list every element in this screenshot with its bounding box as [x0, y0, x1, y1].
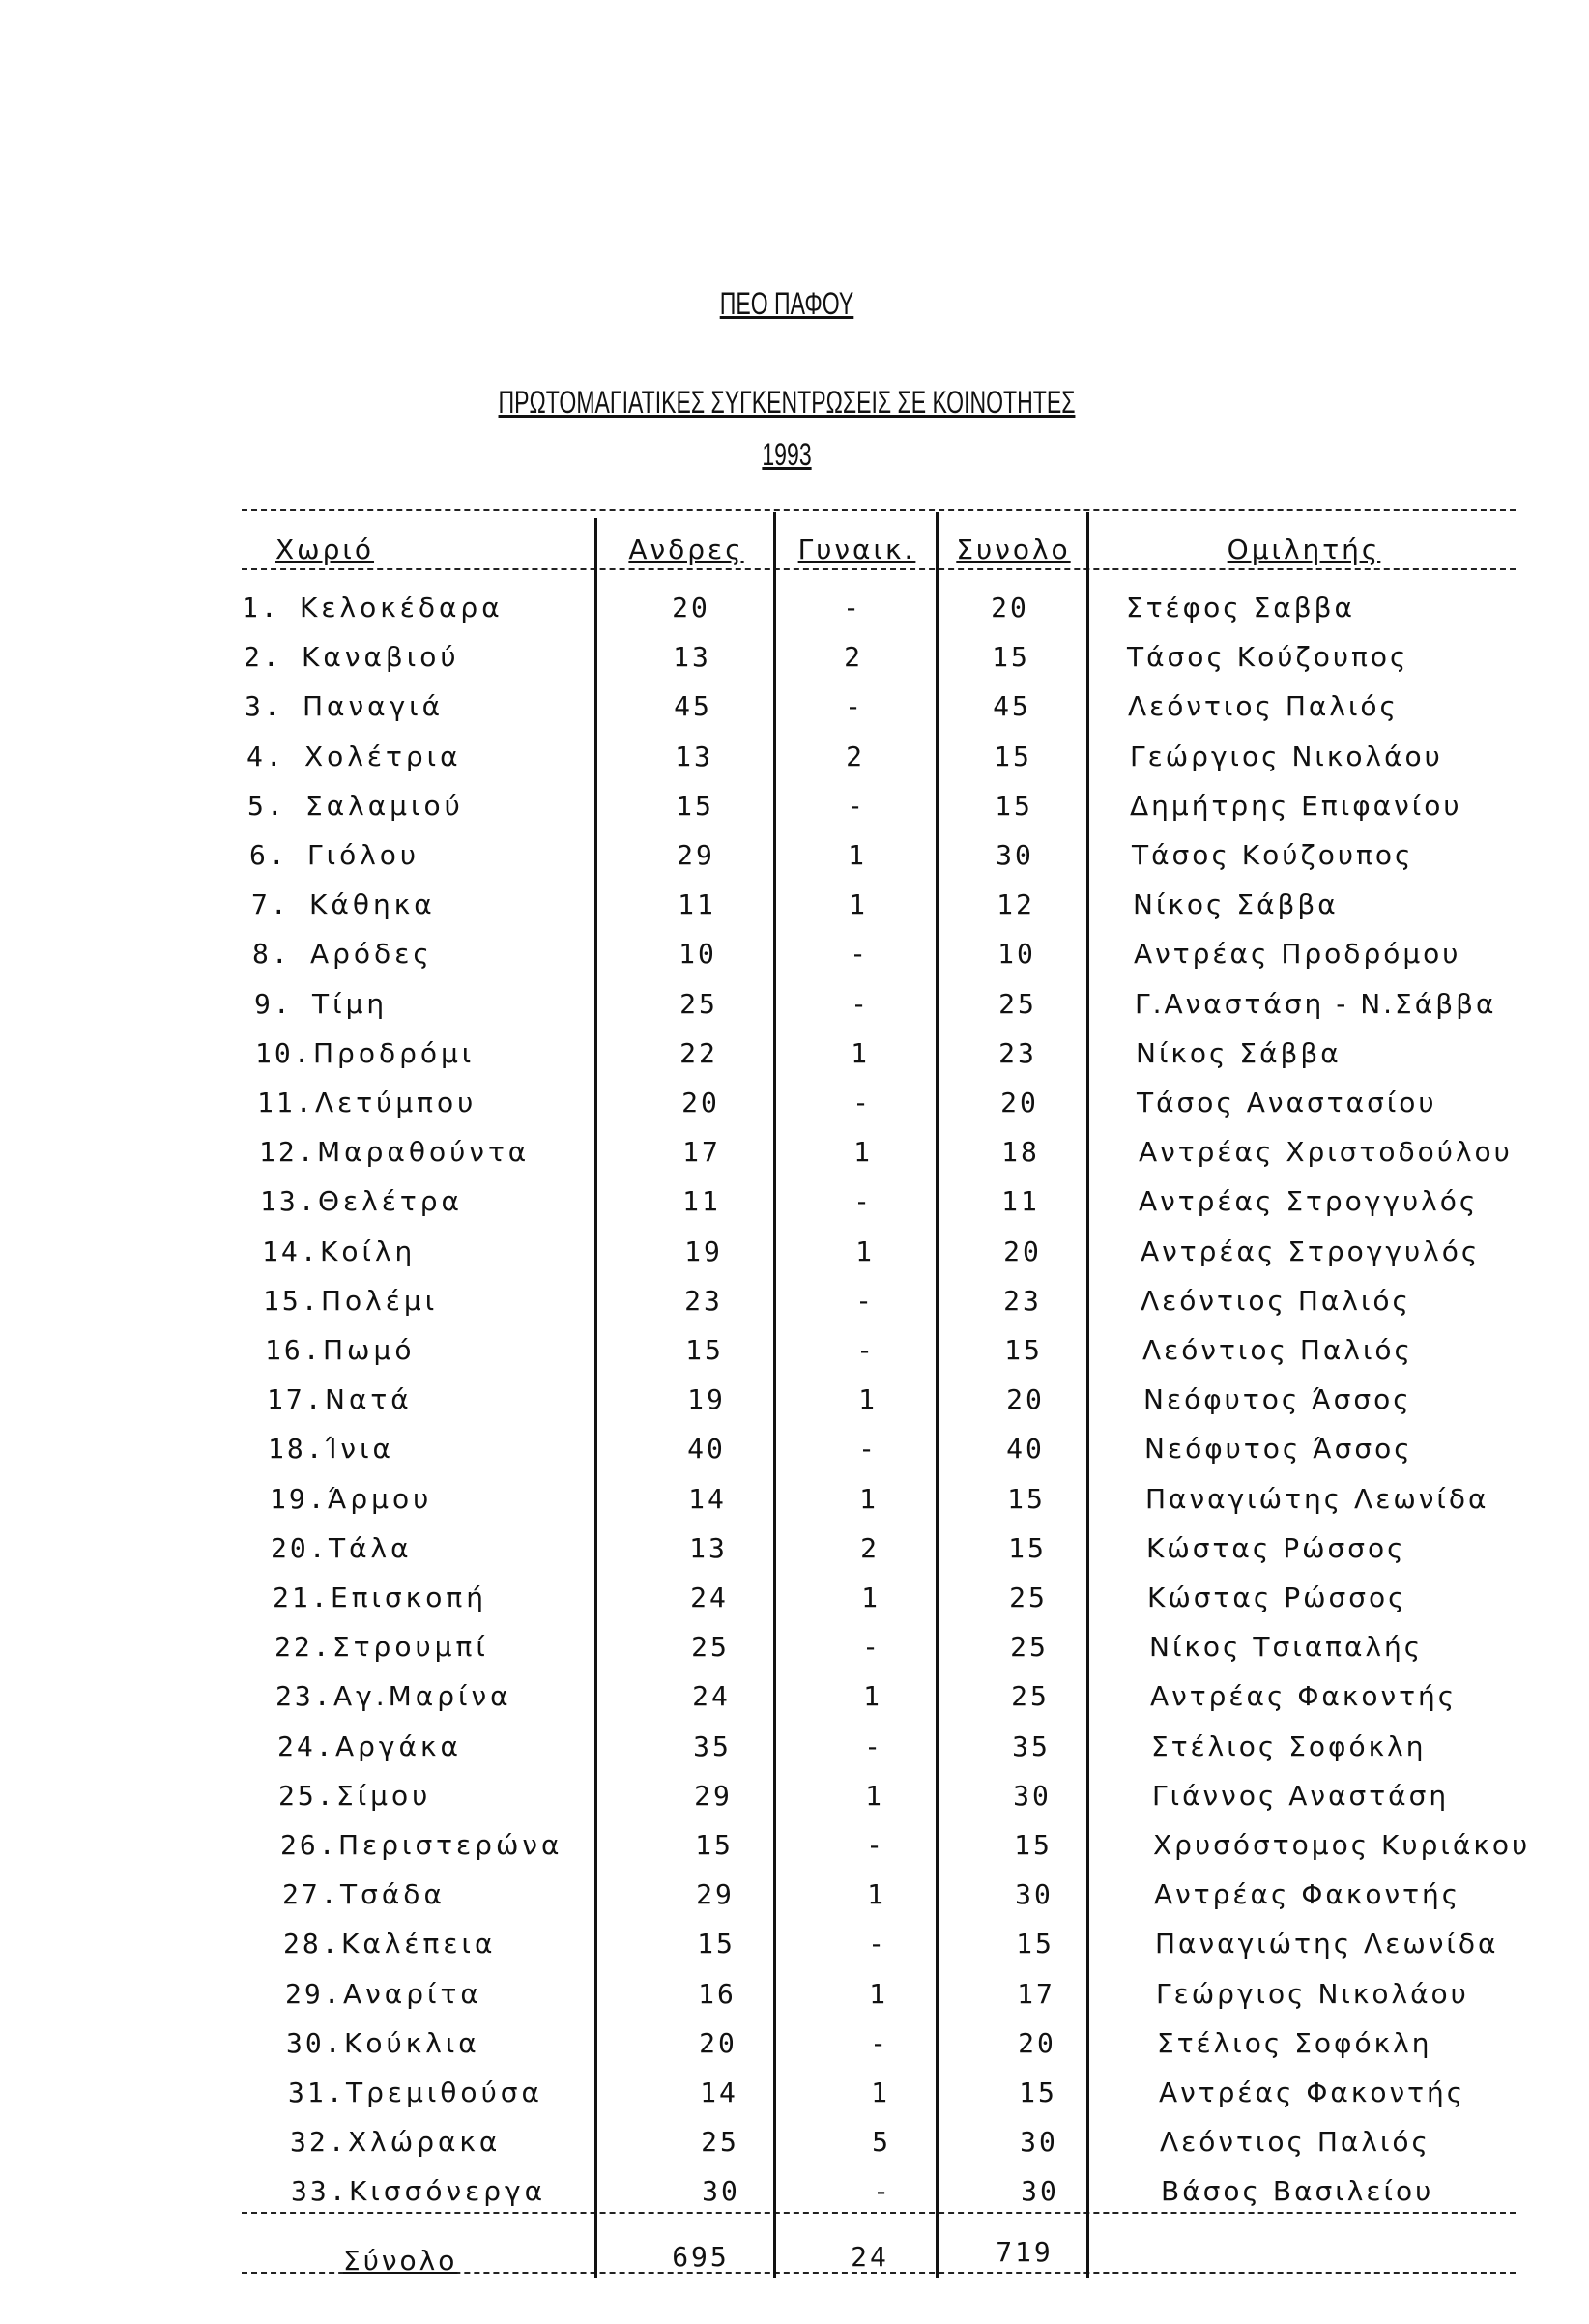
row-number: 20. — [271, 1532, 329, 1564]
row-number: 2. — [244, 641, 282, 673]
total-count: 15 — [1008, 1532, 1047, 1564]
table-row — [0, 1680, 1589, 1728]
table-row — [0, 839, 1589, 887]
women-count: - — [858, 1433, 878, 1465]
speaker-name: Αντρέας Στρογγυλός — [1141, 1235, 1481, 1267]
men-count: 15 — [685, 1334, 724, 1366]
table-row — [0, 1383, 1589, 1432]
women-count: - — [870, 2027, 889, 2059]
row-number: 9. — [254, 988, 293, 1020]
speaker-name: Τάσος Κούζουπος — [1132, 839, 1414, 871]
row-number: 3. — [245, 690, 283, 722]
table-row — [0, 1087, 1589, 1135]
row-number: 5. — [247, 790, 286, 822]
speaker-name: Νεόφυτος Άσσος — [1143, 1383, 1412, 1415]
men-count: 15 — [676, 790, 714, 822]
row-number: 33. — [291, 2175, 349, 2207]
village-name: Καναβιού — [302, 641, 460, 673]
row-number: 10. — [255, 1037, 313, 1069]
village-name: Ίνια — [326, 1433, 395, 1465]
total-count: 30 — [996, 839, 1034, 871]
women-count: - — [843, 592, 862, 624]
men-count: 15 — [697, 1928, 736, 1960]
table-row — [0, 1730, 1589, 1779]
village-name: Τρεμιθούσα — [346, 2077, 543, 2108]
table-row — [0, 790, 1589, 838]
speaker-name: Γεώργιος Νικολάου — [1130, 741, 1443, 772]
row-number: 4. — [246, 741, 285, 772]
header-bottom-rule — [242, 568, 1516, 570]
speaker-name: Λεόντιος Παλιός — [1160, 2126, 1430, 2158]
row-number: 6. — [249, 839, 288, 871]
total-count: 23 — [1003, 1285, 1042, 1317]
table-row — [0, 592, 1589, 640]
total-count: 23 — [998, 1037, 1037, 1069]
total-count: 15 — [1014, 1829, 1053, 1861]
village-name: Περιστερώνα — [338, 1829, 563, 1861]
speaker-name: Νεόφυτος Άσσος — [1144, 1433, 1413, 1465]
totals-men: 695 — [672, 2241, 730, 2273]
speaker-name: Γ.Αναστάση - Ν.Σάββα — [1135, 988, 1497, 1020]
men-count: 24 — [690, 1582, 729, 1613]
speaker-name: Λεόντιος Παλιός — [1128, 690, 1399, 722]
total-count: 20 — [1003, 1235, 1042, 1267]
row-number: 26. — [280, 1829, 338, 1861]
row-number: 18. — [268, 1433, 326, 1465]
men-count: 17 — [682, 1136, 721, 1168]
total-count: 15 — [994, 741, 1032, 772]
men-count: 23 — [684, 1285, 723, 1317]
men-count: 20 — [699, 2027, 737, 2059]
women-count: - — [856, 1334, 876, 1366]
row-number: 15. — [263, 1285, 321, 1317]
women-count: 1 — [865, 1780, 884, 1812]
village-name: Χλώρακα — [348, 2126, 502, 2158]
village-name: Κισσόνεργα — [349, 2175, 547, 2207]
village-name: Προδρόμι — [313, 1037, 476, 1069]
total-count: 35 — [1012, 1730, 1051, 1762]
women-count: 1 — [851, 1037, 870, 1069]
table-row — [0, 641, 1589, 689]
women-count: - — [851, 988, 870, 1020]
village-name: Αναρίτα — [343, 1978, 482, 2010]
speaker-name: Αντρέας Φακοντής — [1150, 1680, 1458, 1712]
village-name: Λετύμπου — [315, 1087, 477, 1118]
row-number: 21. — [273, 1582, 331, 1613]
total-count: 15 — [992, 641, 1030, 673]
row-number: 17. — [267, 1383, 325, 1415]
table-row — [0, 988, 1589, 1036]
village-name: Πωμό — [323, 1334, 416, 1366]
village-name: Αργάκα — [335, 1730, 462, 1762]
table-top-rule — [242, 509, 1516, 511]
women-count: - — [873, 2175, 892, 2207]
speaker-name: Νίκος Τσιαπαλής — [1149, 1631, 1424, 1663]
total-count: 15 — [1016, 1928, 1055, 1960]
speaker-name: Αντρέας Φακοντής — [1154, 1878, 1461, 1910]
speaker-name: Παναγιώτης Λεωνίδα — [1145, 1483, 1489, 1515]
document-year: 1993 — [762, 437, 812, 472]
village-name: Πολέμι — [321, 1285, 439, 1317]
total-count: 40 — [1006, 1433, 1045, 1465]
table-row — [0, 1532, 1589, 1581]
total-count: 11 — [1001, 1185, 1040, 1217]
women-count: 2 — [844, 641, 863, 673]
row-number: 13. — [260, 1185, 318, 1217]
men-count: 29 — [696, 1878, 735, 1910]
speaker-name: Λεόντιος Παλιός — [1142, 1334, 1413, 1366]
village-name: Γιόλου — [307, 839, 420, 871]
document-subtitle: ΠΡΩΤΟΜΑΓΙΑΤΙΚΕΣ ΣΥΓΚΕΝΤΡΩΣΕΙΣ ΣΕ ΚΟΙΝΟΤΗΤΕΣ — [498, 385, 1076, 420]
row-number: 32. — [290, 2126, 348, 2158]
speaker-name: Χρυσόστομος Κυριάκου — [1153, 1829, 1531, 1861]
men-count: 35 — [693, 1730, 732, 1762]
table-row — [0, 1433, 1589, 1481]
men-count: 19 — [684, 1235, 723, 1267]
total-count: 15 — [1007, 1483, 1046, 1515]
total-count: 30 — [1013, 1780, 1052, 1812]
table-row — [0, 1334, 1589, 1382]
table-row — [0, 1037, 1589, 1086]
total-count: 20 — [1018, 2027, 1056, 2059]
speaker-name: Κώστας Ρώσσος — [1147, 1582, 1407, 1613]
women-count: 1 — [871, 2077, 890, 2108]
village-name: Αρόδες — [310, 938, 433, 970]
men-count: 13 — [675, 741, 713, 772]
table-row — [0, 1878, 1589, 1927]
men-count: 11 — [682, 1185, 721, 1217]
speaker-name: Βάσος Βασιλείου — [1161, 2175, 1434, 2207]
row-number: 11. — [257, 1087, 315, 1118]
speaker-name: Νίκος Σάββα — [1136, 1037, 1342, 1069]
table-row — [0, 1185, 1589, 1234]
women-count: 2 — [846, 741, 865, 772]
col-header-total: Συνολο — [956, 534, 1071, 566]
village-name: Χολέτρια — [304, 741, 462, 772]
women-count: - — [862, 1631, 881, 1663]
men-count: 10 — [679, 938, 717, 970]
men-count: 25 — [679, 988, 718, 1020]
table-row — [0, 1631, 1589, 1679]
speaker-name: Κώστας Ρώσσος — [1146, 1532, 1406, 1564]
women-count: 1 — [863, 1680, 882, 1712]
total-count: 15 — [995, 790, 1033, 822]
total-count: 30 — [1020, 2126, 1058, 2158]
row-number: 23. — [275, 1680, 333, 1712]
village-name: Κελοκέδαρα — [300, 592, 504, 624]
table-row — [0, 938, 1589, 986]
totals-total: 719 — [996, 2236, 1054, 2268]
row-number: 14. — [262, 1235, 320, 1267]
totals-women: 24 — [851, 2241, 889, 2273]
men-count: 25 — [701, 2126, 739, 2158]
col-header-women: Γυναικ. — [797, 534, 916, 566]
row-number: 28. — [283, 1928, 341, 1960]
speaker-name: Παναγιώτης Λεωνίδα — [1155, 1928, 1499, 1960]
table-row — [0, 1780, 1589, 1828]
total-count: 25 — [998, 988, 1037, 1020]
men-count: 19 — [687, 1383, 726, 1415]
village-name: Σαλαμιού — [305, 790, 464, 822]
village-name: Κοίλη — [320, 1235, 417, 1267]
women-count: 1 — [858, 1383, 878, 1415]
village-name: Τάλα — [329, 1532, 413, 1564]
men-count: 29 — [694, 1780, 733, 1812]
women-count: - — [864, 1730, 883, 1762]
table-row — [0, 741, 1589, 789]
table-row — [0, 1285, 1589, 1333]
women-count: 1 — [861, 1582, 881, 1613]
row-number: 16. — [265, 1334, 323, 1366]
village-name: Στρουμπί — [332, 1631, 489, 1663]
speaker-name: Γιάννος Αναστάση — [1152, 1780, 1450, 1812]
village-name: Παναγιά — [303, 690, 445, 722]
table-row — [0, 1582, 1589, 1630]
table-row — [0, 1136, 1589, 1184]
table-row — [0, 2027, 1589, 2076]
men-count: 11 — [678, 888, 716, 920]
table-row — [0, 2126, 1589, 2174]
women-count: 1 — [853, 1136, 873, 1168]
row-number: 22. — [274, 1631, 332, 1663]
total-count: 15 — [1004, 1334, 1043, 1366]
village-name: Άρμου — [328, 1483, 433, 1515]
women-count: - — [850, 938, 869, 970]
total-count: 30 — [1021, 2175, 1059, 2207]
men-count: 22 — [679, 1037, 718, 1069]
table-row — [0, 888, 1589, 937]
women-count: 2 — [860, 1532, 880, 1564]
village-name: Κούκλια — [344, 2027, 480, 2059]
speaker-name: Στέλιος Σοφόκλη — [1151, 1730, 1427, 1762]
men-count: 13 — [689, 1532, 728, 1564]
village-name: Θελέτρα — [318, 1185, 463, 1217]
col-header-village: Χωριό — [275, 534, 375, 566]
village-name: Καλέπεια — [341, 1928, 497, 1960]
col-header-speaker: Ομιλητής — [1227, 534, 1381, 566]
men-count: 25 — [691, 1631, 730, 1663]
women-count: - — [845, 690, 864, 722]
speaker-name: Στέφος Σαββα — [1126, 592, 1355, 624]
total-count: 25 — [1009, 1582, 1048, 1613]
men-count: 14 — [688, 1483, 727, 1515]
row-number: 12. — [259, 1136, 317, 1168]
women-count: - — [868, 1928, 887, 1960]
speaker-name: Δημήτρης Επιφανίου — [1130, 790, 1462, 822]
row-number: 8. — [252, 938, 291, 970]
total-count: 18 — [1001, 1136, 1040, 1168]
total-count: 10 — [997, 938, 1036, 970]
women-count: 1 — [849, 888, 868, 920]
total-count: 20 — [991, 592, 1029, 624]
speaker-name: Νίκος Σάββα — [1133, 888, 1339, 920]
women-count: - — [852, 1087, 872, 1118]
total-count: 25 — [1010, 1631, 1049, 1663]
women-count: - — [866, 1829, 885, 1861]
women-count: 1 — [867, 1878, 886, 1910]
table-row — [0, 2175, 1589, 2223]
men-count: 13 — [673, 641, 711, 673]
total-count: 45 — [993, 690, 1031, 722]
village-name: Τίμη — [312, 988, 389, 1020]
row-number: 31. — [288, 2077, 346, 2108]
men-count: 29 — [677, 839, 715, 871]
table-row — [0, 1978, 1589, 2026]
total-count: 20 — [1006, 1383, 1045, 1415]
row-number: 25. — [278, 1780, 336, 1812]
men-count: 20 — [681, 1087, 720, 1118]
table-row — [0, 1235, 1589, 1284]
women-count: 1 — [859, 1483, 879, 1515]
row-number: 30. — [286, 2027, 344, 2059]
speaker-name: Στέλιος Σοφόκλη — [1157, 2027, 1432, 2059]
row-number: 1. — [242, 592, 280, 624]
speaker-name: Αντρέας Χριστοδούλου — [1139, 1136, 1513, 1168]
speaker-name: Λεόντιος Παλιός — [1141, 1285, 1411, 1317]
women-count: 1 — [869, 1978, 888, 2010]
women-count: 5 — [872, 2126, 891, 2158]
col-header-men: Ανδρες — [628, 534, 744, 566]
women-count: 1 — [855, 1235, 875, 1267]
women-count: - — [847, 790, 866, 822]
men-count: 16 — [698, 1978, 737, 2010]
village-name: Αγ.Μαρίνα — [333, 1680, 512, 1712]
row-number: 7. — [251, 888, 290, 920]
village-name: Σίμου — [336, 1780, 432, 1812]
total-count: 25 — [1011, 1680, 1050, 1712]
total-count: 17 — [1017, 1978, 1055, 2010]
table-row — [0, 2077, 1589, 2125]
total-count: 30 — [1015, 1878, 1054, 1910]
village-name: Νατά — [325, 1383, 413, 1415]
men-count: 20 — [672, 592, 710, 624]
totals-label: Σύνολο — [343, 2245, 458, 2277]
men-count: 40 — [687, 1433, 726, 1465]
table-row — [0, 1483, 1589, 1531]
table-row — [0, 1829, 1589, 1877]
table-row — [0, 1928, 1589, 1976]
village-name: Τσάδα — [340, 1878, 446, 1910]
total-count: 15 — [1019, 2077, 1057, 2108]
speaker-name: Αντρέας Στρογγυλός — [1139, 1185, 1479, 1217]
row-number: 24. — [277, 1730, 335, 1762]
org-title: ΠΕΟ ΠΑΦΟΥ — [719, 286, 854, 321]
speaker-name: Γεώργιος Νικολάου — [1156, 1978, 1469, 2010]
village-name: Επισκοπή — [331, 1582, 488, 1613]
speaker-name: Αντρέας Προδρόμου — [1134, 938, 1461, 970]
village-name: Κάθηκα — [309, 888, 436, 920]
women-count: 1 — [848, 839, 867, 871]
total-count: 12 — [997, 888, 1035, 920]
men-count: 45 — [674, 690, 712, 722]
men-count: 30 — [702, 2175, 740, 2207]
women-count: - — [853, 1185, 873, 1217]
men-count: 14 — [700, 2077, 738, 2108]
table-row — [0, 690, 1589, 739]
row-number: 27. — [282, 1878, 340, 1910]
men-count: 15 — [695, 1829, 734, 1861]
speaker-name: Αντρέας Φακοντής — [1159, 2077, 1466, 2108]
speaker-name: Τάσος Κούζουπος — [1127, 641, 1409, 673]
row-number: 19. — [270, 1483, 328, 1515]
total-count: 20 — [1000, 1087, 1039, 1118]
men-count: 24 — [692, 1680, 731, 1712]
women-count: - — [855, 1285, 875, 1317]
village-name: Μαραθούντα — [317, 1136, 531, 1168]
row-number: 29. — [285, 1978, 343, 2010]
speaker-name: Τάσος Αναστασίου — [1137, 1087, 1437, 1118]
